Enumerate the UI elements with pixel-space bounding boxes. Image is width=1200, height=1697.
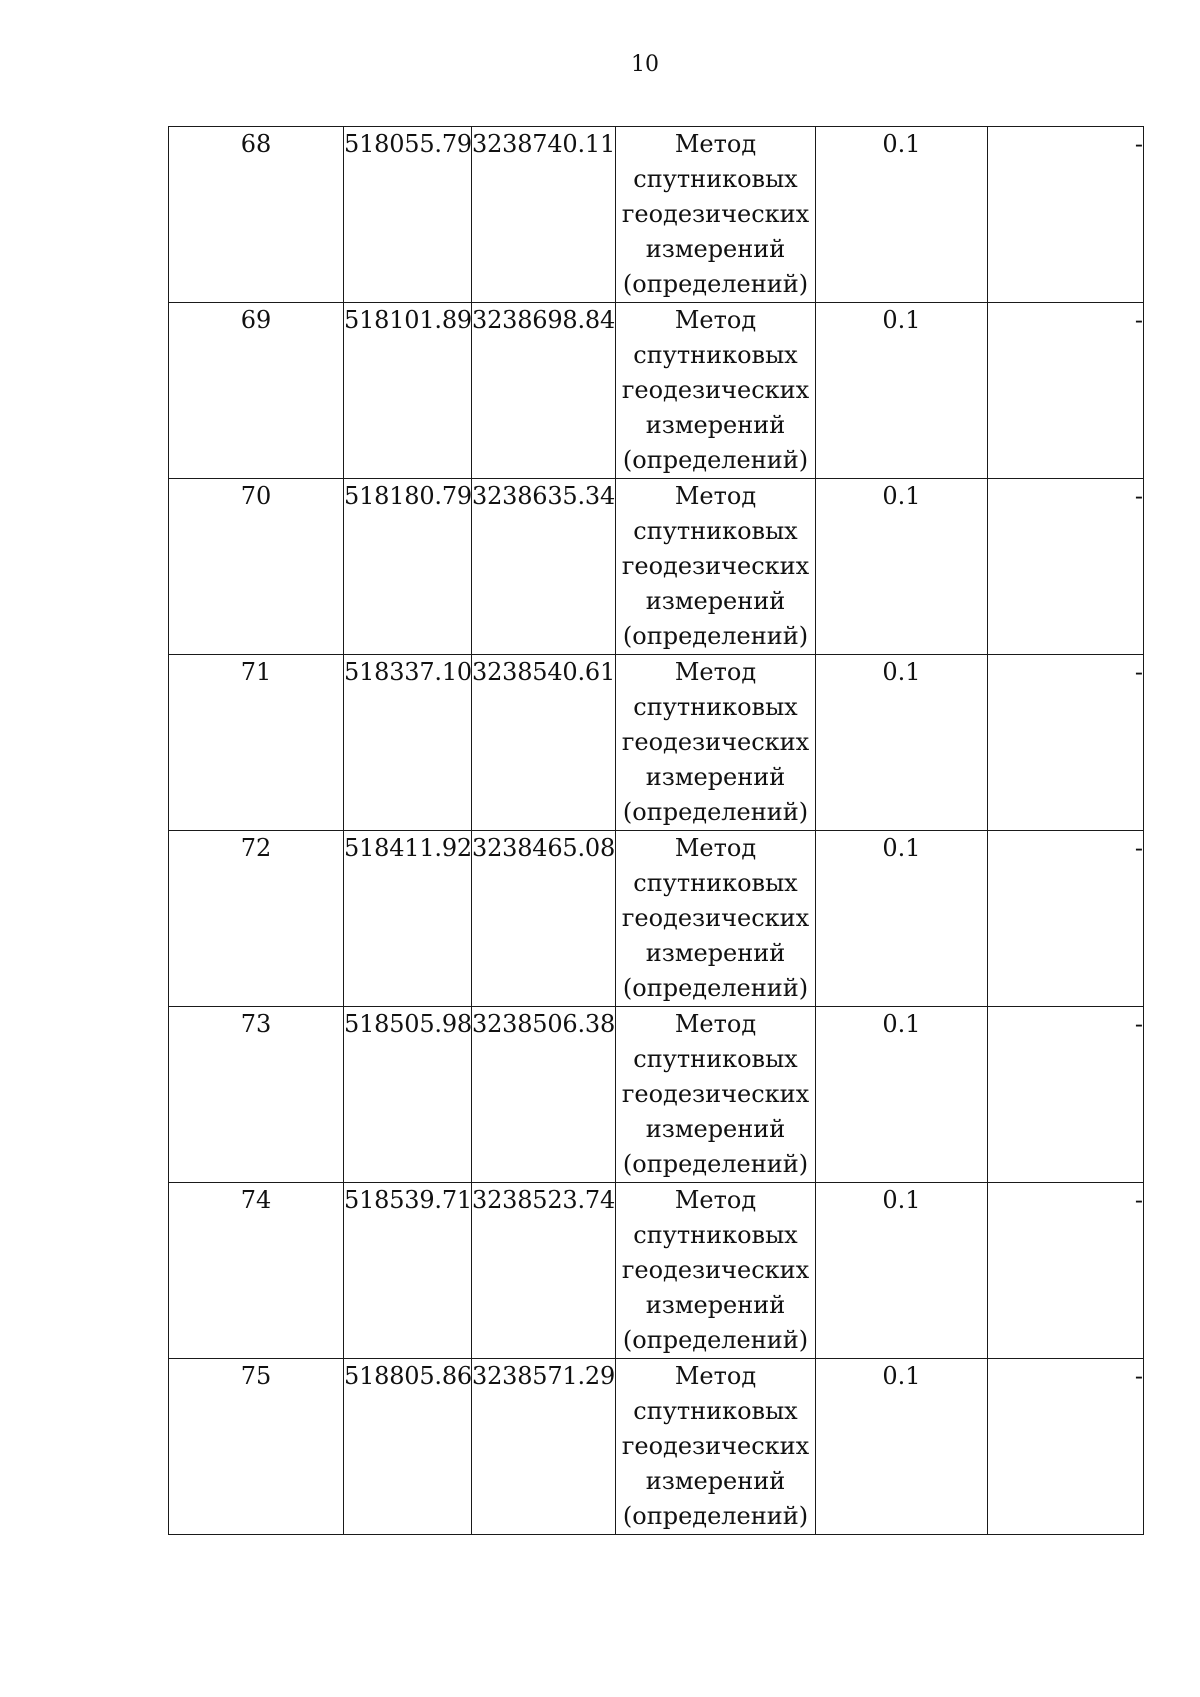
point-number-cell: 70 xyxy=(169,479,344,655)
method-text-line: геодезических xyxy=(621,728,810,756)
x-coordinate-cell: 518411.92 xyxy=(344,831,472,1007)
method-text-line: измерений xyxy=(645,1291,786,1319)
method-text-line: измерений xyxy=(645,411,786,439)
method-cell xyxy=(616,1183,816,1359)
y-coordinate-cell: 3238698.84 xyxy=(472,303,616,479)
note-cell: - xyxy=(988,1359,1144,1535)
accuracy-cell: 0.1 xyxy=(816,1183,988,1359)
method-text-line: геодезических xyxy=(621,904,810,932)
x-coordinate-cell: 518055.79 xyxy=(344,127,472,303)
method-text-line: Метод xyxy=(674,658,757,686)
x-coordinate-cell: 518101.89 xyxy=(344,303,472,479)
y-coordinate-cell: 3238740.11 xyxy=(472,127,616,303)
method-cell xyxy=(616,1007,816,1183)
y-coordinate-cell: 3238523.74 xyxy=(472,1183,616,1359)
note-cell: - xyxy=(988,655,1144,831)
method-text-line: измерений xyxy=(645,1115,786,1143)
coordinates-table xyxy=(168,126,1144,1535)
table-row xyxy=(169,1359,1144,1535)
method-text-line: геодезических xyxy=(621,200,810,228)
method-cell xyxy=(616,1359,816,1535)
method-text-line: (определений) xyxy=(622,1326,809,1354)
method-text-line: спутниковых xyxy=(633,341,798,369)
accuracy-cell: 0.1 xyxy=(816,831,988,1007)
accuracy-cell: 0.1 xyxy=(816,1359,988,1535)
method-text-line: Метод xyxy=(674,306,757,334)
table-row xyxy=(169,831,1144,1007)
method-text-line: геодезических xyxy=(621,1256,810,1284)
x-coordinate-cell: 518539.71 xyxy=(344,1183,472,1359)
table-row xyxy=(169,1183,1144,1359)
note-cell: - xyxy=(988,127,1144,303)
y-coordinate-cell: 3238506.38 xyxy=(472,1007,616,1183)
method-text-line: спутниковых xyxy=(633,1397,798,1425)
method-text-line: геодезических xyxy=(621,1432,810,1460)
page-number: 10 xyxy=(631,52,659,77)
method-cell xyxy=(616,655,816,831)
method-text-line: (определений) xyxy=(622,622,809,650)
x-coordinate-cell: 518805.86 xyxy=(344,1359,472,1535)
point-number-cell: 72 xyxy=(169,831,344,1007)
method-text-line: измерений xyxy=(645,763,786,791)
method-text-line: геодезических xyxy=(621,376,810,404)
method-text-line: спутниковых xyxy=(633,869,798,897)
accuracy-cell: 0.1 xyxy=(816,127,988,303)
note-cell: - xyxy=(988,303,1144,479)
table-body xyxy=(169,127,1144,1535)
method-text-line: Метод xyxy=(674,482,757,510)
point-number-cell: 71 xyxy=(169,655,344,831)
table-row xyxy=(169,127,1144,303)
method-text-line: спутниковых xyxy=(633,1221,798,1249)
method-text-line: спутниковых xyxy=(633,165,798,193)
method-text-line: спутниковых xyxy=(633,693,798,721)
accuracy-cell: 0.1 xyxy=(816,655,988,831)
x-coordinate-cell: 518505.98 xyxy=(344,1007,472,1183)
point-number-cell: 69 xyxy=(169,303,344,479)
method-text-line: (определений) xyxy=(622,270,809,298)
method-text-line: (определений) xyxy=(622,798,809,826)
point-number-cell: 75 xyxy=(169,1359,344,1535)
table-row xyxy=(169,303,1144,479)
point-number-cell: 74 xyxy=(169,1183,344,1359)
y-coordinate-cell: 3238465.08 xyxy=(472,831,616,1007)
method-text-line: геодезических xyxy=(621,552,810,580)
method-text-line: (определений) xyxy=(622,974,809,1002)
point-number-cell: 73 xyxy=(169,1007,344,1183)
method-text-line: (определений) xyxy=(622,1150,809,1178)
method-text-line: измерений xyxy=(645,587,786,615)
table-row xyxy=(169,655,1144,831)
method-cell xyxy=(616,127,816,303)
method-text-line: (определений) xyxy=(622,1502,809,1530)
note-cell: - xyxy=(988,1183,1144,1359)
y-coordinate-cell: 3238571.29 xyxy=(472,1359,616,1535)
table-row xyxy=(169,1007,1144,1183)
method-text-line: измерений xyxy=(645,1467,786,1495)
method-text-line: геодезических xyxy=(621,1080,810,1108)
method-text-line: Метод xyxy=(674,1010,757,1038)
method-cell xyxy=(616,831,816,1007)
y-coordinate-cell: 3238540.61 xyxy=(472,655,616,831)
method-text-line: измерений xyxy=(645,235,786,263)
table-row xyxy=(169,479,1144,655)
x-coordinate-cell: 518180.79 xyxy=(344,479,472,655)
y-coordinate-cell: 3238635.34 xyxy=(472,479,616,655)
method-text-line: измерений xyxy=(645,939,786,967)
method-text-line: спутниковых xyxy=(633,517,798,545)
method-cell xyxy=(616,303,816,479)
method-text-line: спутниковых xyxy=(633,1045,798,1073)
point-number-cell: 68 xyxy=(169,127,344,303)
method-text-line: Метод xyxy=(674,1362,757,1390)
accuracy-cell: 0.1 xyxy=(816,1007,988,1183)
method-text-line: (определений) xyxy=(622,446,809,474)
method-text-line: Метод xyxy=(674,1186,757,1214)
x-coordinate-cell: 518337.10 xyxy=(344,655,472,831)
accuracy-cell: 0.1 xyxy=(816,479,988,655)
note-cell: - xyxy=(988,1007,1144,1183)
method-cell xyxy=(616,479,816,655)
note-cell: - xyxy=(988,479,1144,655)
method-text-line: Метод xyxy=(674,834,757,862)
method-text-line: Метод xyxy=(674,130,757,158)
accuracy-cell: 0.1 xyxy=(816,303,988,479)
note-cell: - xyxy=(988,831,1144,1007)
